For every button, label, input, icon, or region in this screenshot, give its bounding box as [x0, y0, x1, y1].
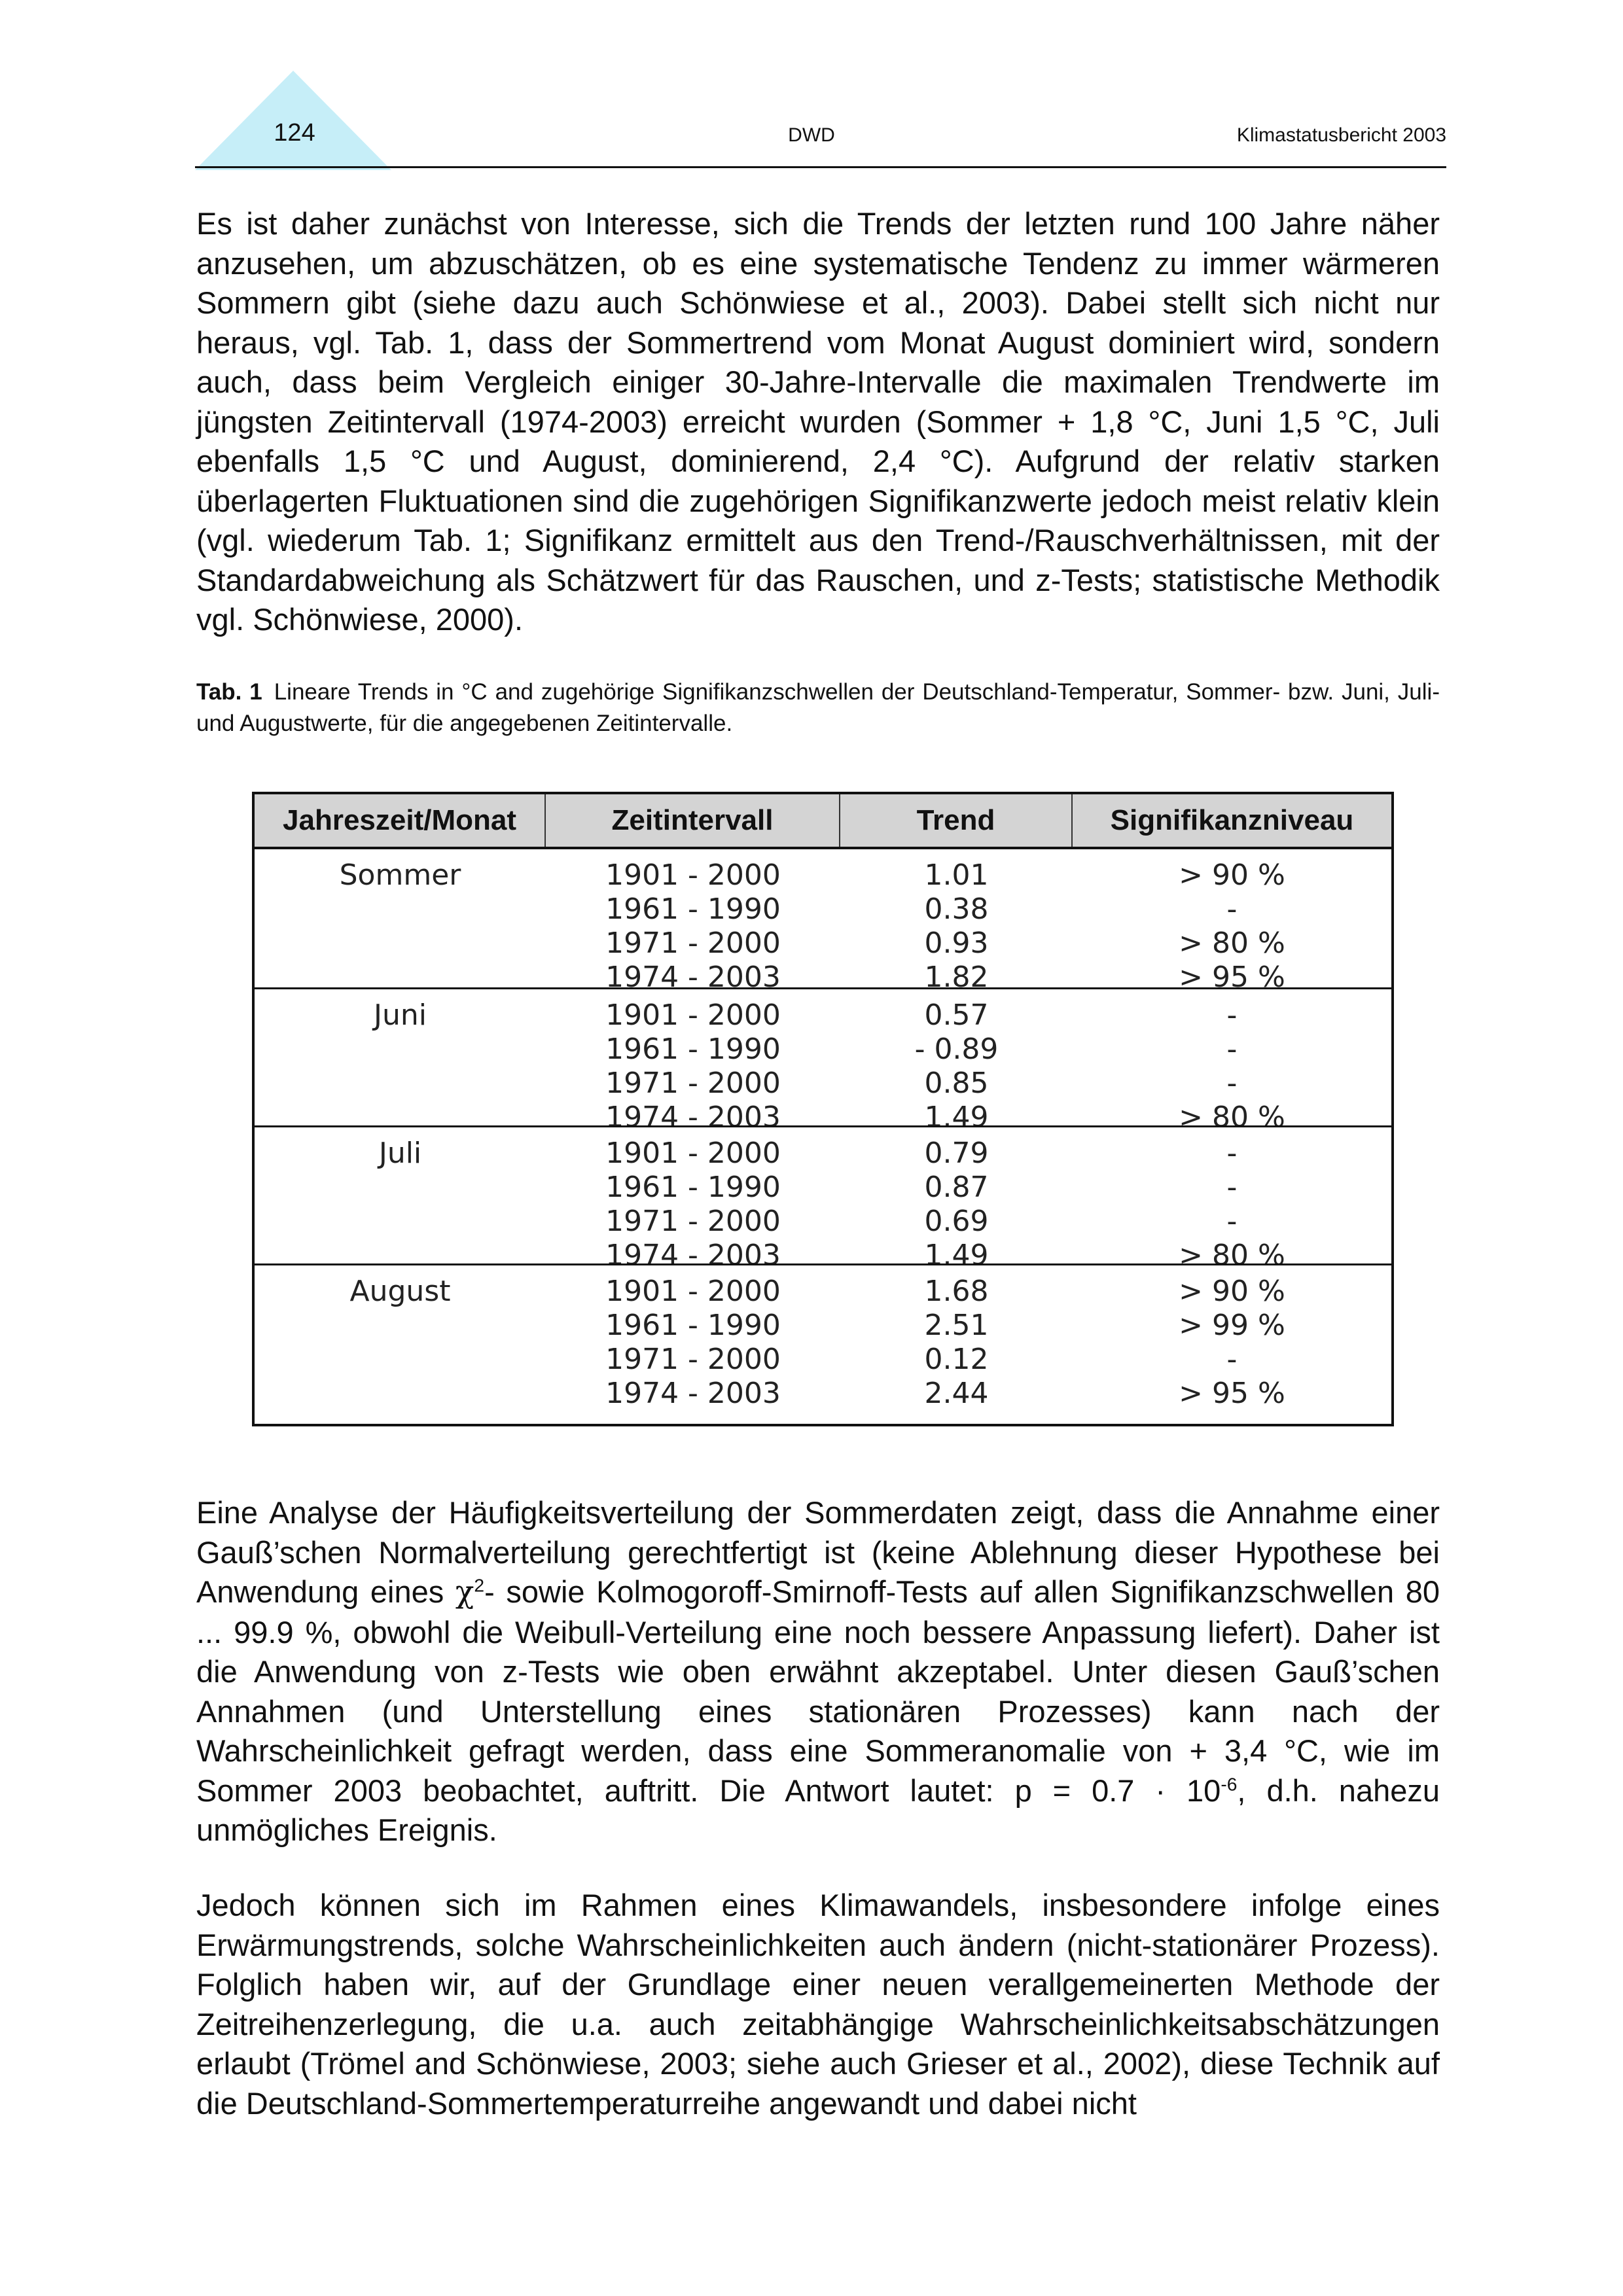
significance-cell: -	[1226, 1137, 1238, 1170]
interval-cell: 1901 - 2000	[605, 1137, 781, 1170]
significance-cell: -	[1226, 1171, 1238, 1204]
trend-table	[252, 792, 1394, 1426]
table-group	[255, 849, 1391, 994]
trend-cell: 0.85	[924, 1067, 989, 1100]
interval-cell: 1961 - 1990	[605, 1309, 781, 1342]
table-header-row	[255, 794, 1391, 849]
chi-symbol: χ	[455, 1574, 474, 1610]
interval-cell: 1974 - 2003	[605, 961, 781, 994]
interval-cell: 1974 - 2003	[605, 1101, 781, 1134]
trend-cell: - 0.89	[914, 1033, 999, 1066]
significance-cell: > 95 %	[1179, 961, 1285, 994]
header-publisher: DWD	[788, 124, 835, 146]
significance-cell: > 80 %	[1179, 1239, 1285, 1272]
significance-cell: -	[1226, 1343, 1238, 1376]
significance-cell: -	[1226, 1067, 1238, 1100]
significance-cell: -	[1226, 998, 1238, 1032]
significance-cell: > 80 %	[1179, 927, 1285, 960]
significance-cell: > 95 %	[1179, 1377, 1285, 1410]
paragraph-1: Es ist daher zunächst von Interesse, sich die Trends der letzten rund 100 Jahre näher anzusehen, um abzuschätzen, ob es eine systematische Tendenz zu immer wärmeren Sommern gibt (siehe dazu auch Schönwiese et al., 2003). Dabei stellt sich nicht nur heraus, vgl. Tab. 1, dass der Sommertrend vom Monat August dominiert wird, sondern auch, dass beim Vergleich einiger 30-Jahre-Intervalle die maximalen Trendwerte im jüngsten Zeitintervall (1974-2003) erreicht wurden (Sommer + 1,8 °C, Juni 1,5 °C, Juli ebenfalls 1,5 °C und August, dominierend, 2,4 °C). Aufgrund der relativ starken überlagerten Fluktuationen sind die zugehörigen Signifikanzwerte jedoch meist relativ klein (vgl. wiederum Tab. 1; Signifikanz ermittelt aus den Trend-/Rauschverhältnissen, mit der Standardabweichung als Schätzwert für das Rauschen, und z-Tests; statistische Methodik vgl. Schönwiese, 2000).	[196, 206, 1440, 637]
significance-cell: > 80 %	[1179, 1101, 1285, 1134]
significance-cell: -	[1226, 1205, 1238, 1238]
trend-cell: 1.01	[924, 858, 989, 892]
table-group	[255, 1125, 1391, 1272]
interval-cell: 1961 - 1990	[605, 1171, 781, 1204]
table-caption	[196, 677, 1440, 739]
trend-cell: 1.49	[924, 1239, 989, 1272]
interval-cell: 1901 - 2000	[605, 1275, 781, 1308]
group-name: Juni	[374, 998, 427, 1032]
trend-cell: 0.38	[924, 892, 989, 926]
interval-cell: 1971 - 2000	[605, 1343, 781, 1376]
table-group	[255, 987, 1391, 1134]
paragraph-3: Jedoch können sich im Rahmen eines Klimawandels, insbesondere infolge eines Erwärmungstrends, solche Wahrscheinlichkeiten auch ändern (nicht-stationärer Prozess). Folglich haben wir, auf der Grundlage einer neuen verallgemeinerten Methode der Zeitreihenzerlegung, die u.a. auch zeitabhängige Wahrscheinlichkeitsabschätzungen erlaubt (Trömel and Schönwiese, 2003; siehe auch Grieser et al., 2002), diese Technik auf die Deutschland-Sommertemperaturreihe angewandt und dabei nicht	[196, 1888, 1440, 2121]
paragraph-2-part-c: , d.h. nahezu unmögliches Ereignis.	[196, 1773, 1440, 1847]
significance-cell: > 90 %	[1179, 858, 1285, 892]
header-zeitintervall: Zeitintervall	[546, 794, 840, 847]
page-number: 124	[274, 119, 315, 147]
group-name: Sommer	[339, 858, 461, 892]
trend-cell: 0.12	[924, 1343, 989, 1376]
caption-text: Lineare Trends in °C and zugehörige Signifikanzschwellen der Deutschland-Temperatur, Sommer- bzw. Juni, Juli- und Augustwerte, für die angegebenen Zeitintervalle.	[196, 679, 1440, 736]
interval-cell: 1901 - 2000	[605, 858, 781, 892]
trend-cell: 2.51	[924, 1309, 989, 1342]
paragraph-2-part-b: - sowie Kolmogoroff-Smirnoff-Tests auf allen Signifikanzschwellen 80 ... 99.9 %, obwohl die Weibull-Verteilung eine noch bessere Anpassung liefert). Daher ist die Anwendung von z-Tests wie oben erwähnt akzeptabel. Unter diesen Gauß’schen Annahmen (und Unterstellung eines stationären Prozesses) kann nach der Wahrscheinlichkeit gefragt werden, dass eine Sommeranomalie von + 3,4 °C, wie im Sommer 2003 beobachtet, auftritt. Die Antwort lautet: p = 0.7 · 10	[196, 1574, 1440, 1808]
header-rule	[195, 166, 1446, 168]
significance-cell: -	[1226, 892, 1238, 926]
interval-cell: 1961 - 1990	[605, 1033, 781, 1066]
paragraph-2	[196, 1493, 1440, 1850]
exponent: -6	[1221, 1773, 1238, 1794]
paragraph-2-part-a: Eine Analyse der Häufigkeitsverteilung der Sommerdaten zeigt, dass die Annahme einer Gauß’schen Normalverteilung gerechtfertigt ist (keine Ablehnung dieser Hypothese bei Anwendung eines	[196, 1495, 1440, 1609]
group-name: Juli	[378, 1137, 422, 1170]
group-name: August	[349, 1275, 451, 1308]
header-jahreszeit: Jahreszeit/Monat	[255, 794, 546, 847]
significance-cell: -	[1226, 1033, 1238, 1066]
header-report-title: Klimastatusbericht 2003	[1236, 124, 1446, 146]
trend-cell: 1.49	[924, 1101, 989, 1134]
trend-cell: 1.82	[924, 961, 989, 994]
significance-cell: > 99 %	[1179, 1309, 1285, 1342]
interval-cell: 1974 - 2003	[605, 1239, 781, 1272]
trend-cell: 0.57	[924, 998, 989, 1032]
trend-cell: 0.87	[924, 1171, 989, 1204]
trend-cell: 2.44	[924, 1377, 989, 1410]
table-group	[255, 1263, 1391, 1410]
interval-cell: 1961 - 1990	[605, 892, 781, 926]
header-signifikanz: Signifikanzniveau	[1110, 804, 1354, 836]
interval-cell: 1901 - 2000	[605, 998, 781, 1032]
significance-cell: > 90 %	[1179, 1275, 1285, 1308]
header-trend: Trend	[840, 794, 1073, 847]
trend-cell: 0.79	[924, 1137, 989, 1170]
trend-cell: 1.68	[924, 1275, 989, 1308]
interval-cell: 1971 - 2000	[605, 927, 781, 960]
interval-cell: 1974 - 2003	[605, 1377, 781, 1410]
trend-cell: 0.69	[924, 1205, 989, 1238]
chi-superscript: 2	[474, 1574, 485, 1596]
caption-label: Tab. 1	[196, 679, 262, 705]
interval-cell: 1971 - 2000	[605, 1205, 781, 1238]
trend-cell: 0.93	[924, 927, 989, 960]
interval-cell: 1971 - 2000	[605, 1067, 781, 1100]
